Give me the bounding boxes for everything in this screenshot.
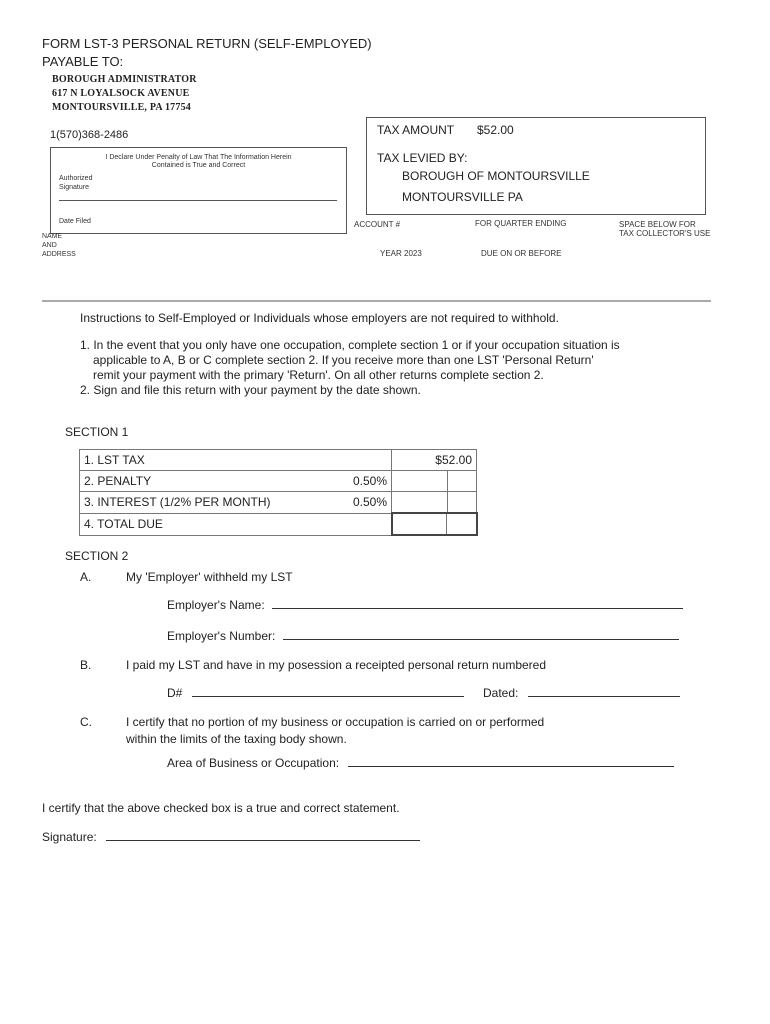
penalty-amount-cell[interactable]: [392, 471, 477, 492]
section-divider: [42, 300, 711, 302]
employer-number-field[interactable]: [283, 638, 679, 640]
tax-amount-label: TAX AMOUNT: [377, 123, 455, 137]
section-1-table: [79, 449, 478, 536]
account-label: ACCOUNT #: [354, 220, 401, 229]
dated-field[interactable]: [528, 695, 680, 697]
collector-use-label-2: TAX COLLECTOR'S USE: [619, 229, 711, 238]
levied-by-name: BOROUGH OF MONTOURSVILLE: [402, 169, 590, 183]
signature-line[interactable]: [59, 200, 337, 201]
row-label: 4. TOTAL DUE: [80, 513, 325, 535]
row-label: 2. PENALTY: [80, 471, 325, 492]
declaration-line-1: I Declare Under Penalty of Law That The Information Herein: [105, 154, 292, 161]
table-row: [80, 471, 477, 492]
signature-label: Signature:: [42, 830, 97, 844]
instruction-1-line-1: 1. In the event that you only have one occupation, complete section 1 or if your occupation situation is: [80, 338, 620, 352]
authorized-label-2: Signature: [59, 184, 89, 191]
due-date-label: DUE ON OR BEFORE: [481, 249, 562, 258]
option-a-text: My 'Employer' withheld my LST: [126, 570, 293, 584]
option-c-text-line-2: within the limits of the taxing body shown.: [126, 732, 347, 746]
d-number-label: D#: [167, 686, 183, 700]
row-rate: 0.50%: [324, 492, 392, 514]
row-amount: $52.00: [392, 450, 477, 471]
quarter-ending-label: FOR QUARTER ENDING: [475, 219, 567, 228]
d-number-row: [167, 686, 464, 700]
signature-row: [42, 830, 420, 844]
row-label: 3. INTEREST (1/2% PER MONTH): [80, 492, 325, 514]
option-c-text-line-1: I certify that no portion of my business or occupation is carried on or performed: [126, 715, 545, 729]
admin-line-1: BOROUGH ADMINISTRATOR: [52, 74, 197, 85]
area-field[interactable]: [348, 765, 674, 767]
authorized-label-1: Authorized: [59, 175, 93, 182]
instructions-heading: Instructions to Self-Employed or Individuals whose employers are not required to withhold.: [80, 311, 559, 325]
table-row: [80, 513, 477, 535]
d-number-field[interactable]: [192, 695, 464, 697]
collector-use-label-1: SPACE BELOW FOR: [619, 220, 696, 229]
phone-number: 1(570)368-2486: [50, 129, 129, 141]
option-b-letter[interactable]: B.: [80, 658, 92, 672]
section-2-title: SECTION 2: [65, 549, 129, 563]
employer-name-label: Employer's Name:: [167, 598, 265, 612]
employer-number-row: [167, 629, 679, 643]
tax-amount-value: $52.00: [477, 123, 514, 137]
table-row: [80, 492, 477, 514]
employer-name-field[interactable]: [272, 607, 683, 609]
row-label: 1. LST TAX: [80, 450, 325, 471]
instruction-2: 2. Sign and file this return with your payment by the date shown.: [80, 383, 421, 397]
instruction-1-line-2: applicable to A, B or C complete section 2. If you receive more than one LST 'Personal Return': [93, 353, 594, 367]
option-b-text: I paid my LST and have in my posession a receipted personal return numbered: [126, 658, 547, 672]
form-title: FORM LST-3 PERSONAL RETURN (SELF-EMPLOYED): [42, 36, 372, 51]
payable-to-label: PAYABLE TO:: [42, 54, 124, 69]
dated-row: [483, 686, 680, 700]
declaration-box: [50, 147, 347, 234]
admin-line-2: 617 N LOYALSOCK AVENUE: [52, 88, 190, 99]
date-filed-label: Date Filed: [59, 218, 91, 225]
declaration-line-2: Contained is True and Correct: [151, 162, 246, 169]
dated-label: Dated:: [483, 686, 519, 700]
option-c-letter[interactable]: C.: [80, 715, 92, 729]
employer-name-row: [167, 598, 683, 612]
address-label: ADDRESS: [42, 251, 76, 258]
name-label: NAME: [42, 233, 63, 240]
row-rate: [324, 450, 392, 471]
interest-amount-cell[interactable]: [392, 492, 477, 514]
employer-number-label: Employer's Number:: [167, 629, 276, 643]
and-label: AND: [42, 242, 57, 249]
tax-levied-label: TAX LEVIED BY:: [377, 151, 468, 165]
levied-by-location: MONTOURSVILLE PA: [402, 190, 523, 204]
signature-field[interactable]: [106, 839, 420, 841]
area-row: [167, 756, 674, 770]
table-row: [80, 450, 477, 471]
row-rate: [324, 513, 392, 535]
tax-amount-box: [366, 117, 706, 215]
row-rate: 0.50%: [324, 471, 392, 492]
admin-line-3: MONTOURSVILLE, PA 17754: [52, 102, 191, 113]
instruction-1-line-3: remit your payment with the primary 'Return'. On all other returns complete section 2.: [93, 368, 544, 382]
certify-statement: I certify that the above checked box is a true and correct statement.: [42, 801, 400, 815]
area-label: Area of Business or Occupation:: [167, 756, 340, 770]
option-a-letter[interactable]: A.: [80, 570, 92, 584]
total-due-cell[interactable]: [392, 513, 477, 535]
year-label: YEAR 2023: [380, 249, 422, 258]
section-1-title: SECTION 1: [65, 425, 129, 439]
